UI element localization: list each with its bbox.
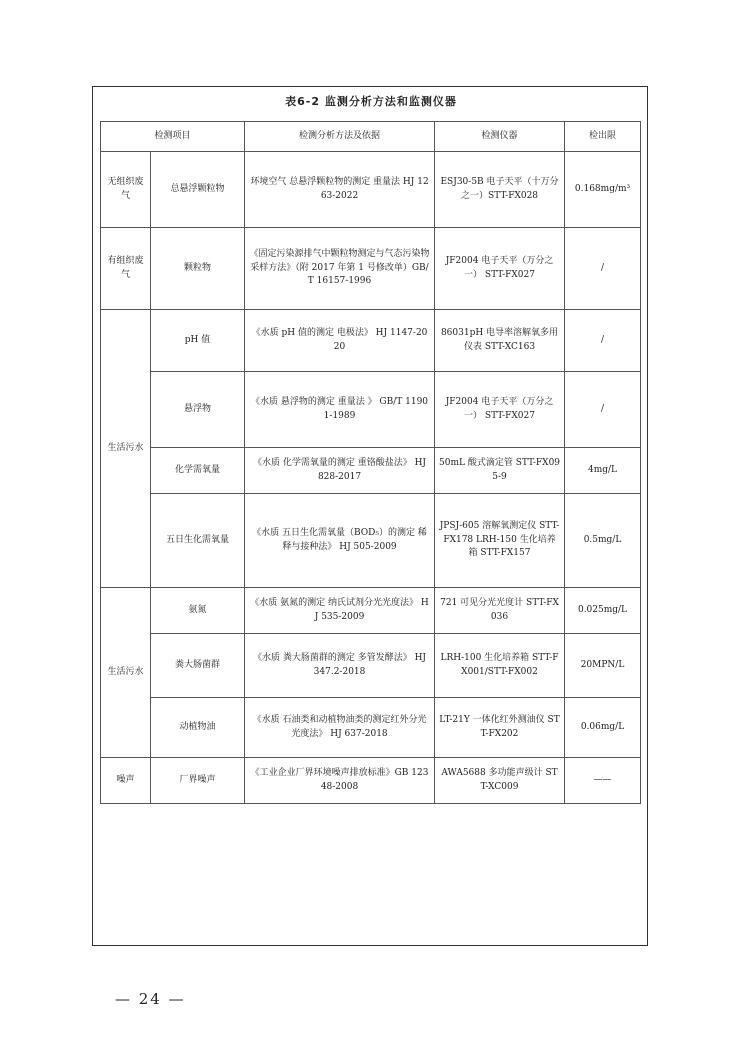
header-row <box>101 122 641 152</box>
page-frame <box>92 86 648 946</box>
category-cell: 生活污水 <box>101 588 151 758</box>
item-cell: pH 值 <box>151 310 245 372</box>
table-row <box>101 228 641 310</box>
table-row <box>101 448 641 494</box>
item-cell: 颗粒物 <box>151 228 245 310</box>
limit-cell: 0.025mg/L <box>565 588 641 634</box>
page-number: — 24 — <box>115 990 186 1008</box>
limit-cell: 4mg/L <box>565 448 641 494</box>
item-cell: 总悬浮颗粒物 <box>151 152 245 228</box>
table-row <box>101 698 641 758</box>
method-cell: 《水质 粪大肠菌群的测定 多管发酵法》 HJ 347.2-2018 <box>245 634 435 698</box>
instrument-cell: AWA5688 多功能声级计 STT-XC009 <box>435 758 565 804</box>
instrument-cell: LT-21Y 一体化红外测油仪 STT-FX202 <box>435 698 565 758</box>
item-cell: 五日生化需氧量 <box>151 494 245 588</box>
method-cell: 《水质 悬浮物的测定 重量法 》 GB/T 11901-1989 <box>245 372 435 448</box>
instrument-cell: LRH-100 生化培养箱 STT-FX001/STT-FX002 <box>435 634 565 698</box>
item-cell: 氨氮 <box>151 588 245 634</box>
methods-table <box>100 121 641 808</box>
limit-cell: / <box>565 310 641 372</box>
header-item: 检测项目 <box>101 122 245 152</box>
header-limit: 检出限 <box>565 122 641 152</box>
limit-cell: 0.06mg/L <box>565 698 641 758</box>
item-cell: 动植物油 <box>151 698 245 758</box>
instrument-cell: JF2004 电子天平（万分之一） STT-FX027 <box>435 372 565 448</box>
instrument-cell: 721 可见分光光度计 STT-FX036 <box>435 588 565 634</box>
method-cell: 《水质 氨氮的测定 纳氏试剂分光光度法》 HJ 535-2009 <box>245 588 435 634</box>
limit-cell: —— <box>565 758 641 804</box>
table-row <box>101 588 641 634</box>
category-cell: 生活污水 <box>101 310 151 588</box>
table-row <box>101 372 641 448</box>
limit-cell: 0.5mg/L <box>565 494 641 588</box>
limit-cell: 20MPN/L <box>565 634 641 698</box>
method-cell: 《水质 化学需氧量的测定 重铬酸盐法》 HJ 828-2017 <box>245 448 435 494</box>
category-cell: 无组织废气 <box>101 152 151 228</box>
item-cell: 悬浮物 <box>151 372 245 448</box>
table-row <box>101 152 641 228</box>
header-method: 检测分析方法及依据 <box>245 122 435 152</box>
category-cell: 噪声 <box>101 758 151 804</box>
item-cell: 厂界噪声 <box>151 758 245 804</box>
instrument-cell: JPSJ-605 溶解氧测定仪 STT-FX178 LRH-150 生化培养箱 STT-FX157 <box>435 494 565 588</box>
instrument-cell: 50mL 酸式滴定管 STT-FX095-9 <box>435 448 565 494</box>
limit-cell: / <box>565 372 641 448</box>
table-row <box>101 310 641 372</box>
item-cell: 粪大肠菌群 <box>151 634 245 698</box>
instrument-cell: JF2004 电子天平（万分之一） STT-FX027 <box>435 228 565 310</box>
instrument-cell: 86031pH 电导率溶解氧多用仪表 STT-XC163 <box>435 310 565 372</box>
item-cell: 化学需氧量 <box>151 448 245 494</box>
method-cell: 《水质 pH 值的测定 电极法》 HJ 1147-2020 <box>245 310 435 372</box>
method-cell: 《固定污染源排气中颗粒物测定与气态污染物采样方法》（附 2017 年第 1 号修改单）GB/T 16157-1996 <box>245 228 435 310</box>
table-row <box>101 758 641 804</box>
header-instrument: 检测仪器 <box>435 122 565 152</box>
method-cell: 《工业企业厂界环境噪声排放标准》GB 12348-2008 <box>245 758 435 804</box>
category-cell: 有组织废气 <box>101 228 151 310</box>
table-row <box>101 634 641 698</box>
table-title: 表6-2 监测分析方法和监测仪器 <box>285 95 457 108</box>
table-row <box>101 494 641 588</box>
instrument-cell: ESJ30-5B 电子天平（十万分之一）STT-FX028 <box>435 152 565 228</box>
table-bottom-rule <box>101 804 641 808</box>
method-cell: 环境空气 总悬浮颗粒物的测定 重量法 HJ 1263-2022 <box>245 152 435 228</box>
limit-cell: 0.168mg/m³ <box>565 152 641 228</box>
method-cell: 《水质 五日生化需氧量（BOD₅）的测定 稀释与接种法》 HJ 505-2009 <box>245 494 435 588</box>
limit-cell: / <box>565 228 641 310</box>
method-cell: 《水质 石油类和动植物油类的测定红外分光光度法》 HJ 637-2018 <box>245 698 435 758</box>
